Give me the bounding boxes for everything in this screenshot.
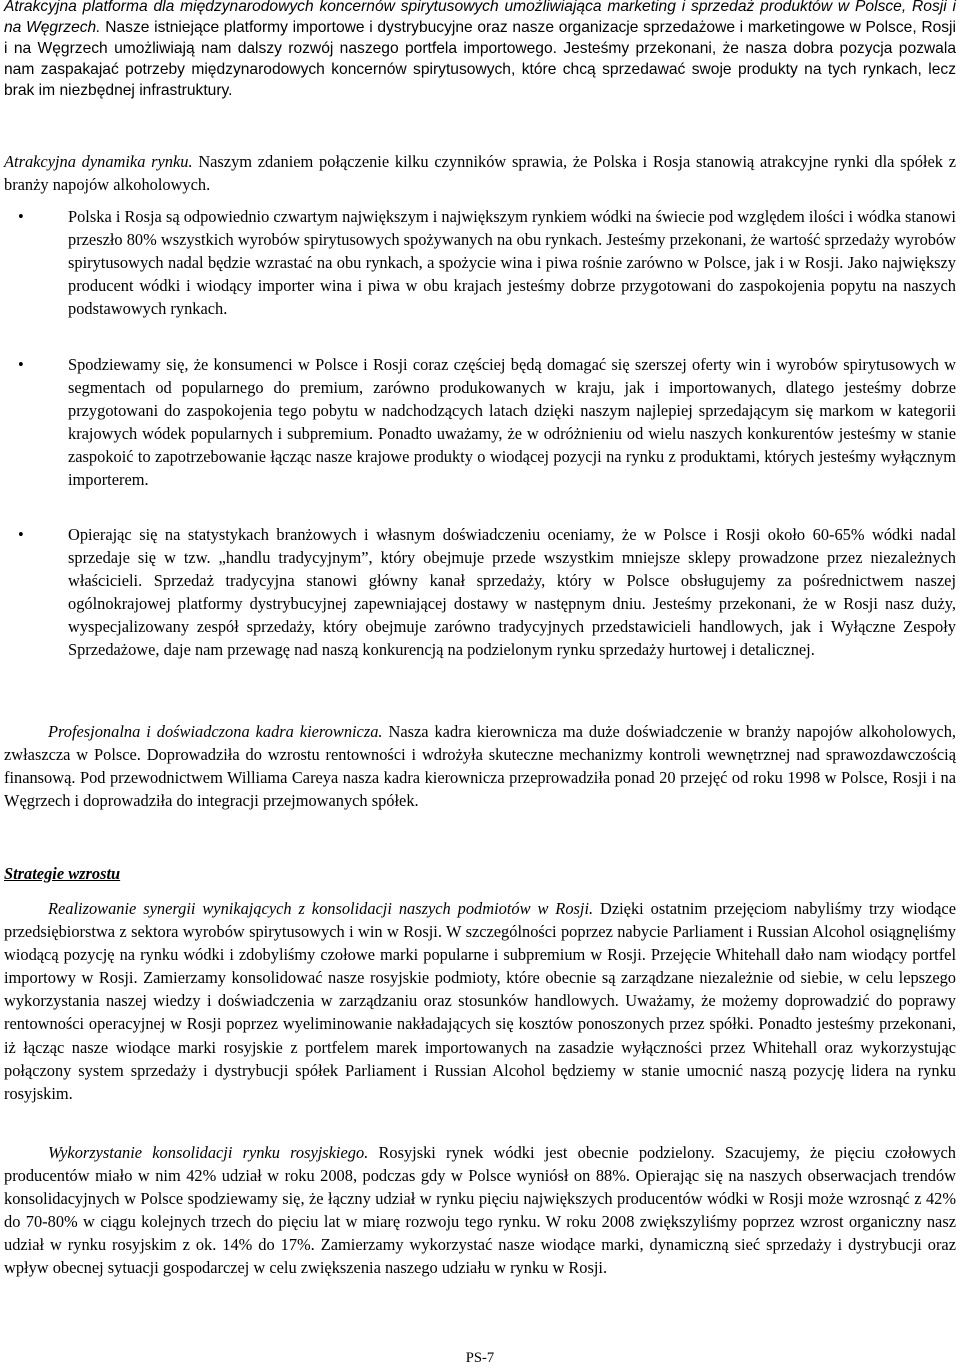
bullet-item — [4, 353, 956, 492]
bullet-item — [4, 205, 956, 320]
intro-lead: Atrakcyjna platforma dla międzynarodowych koncernów spirytusowych umożliwiająca marketing i sprzedaż produktów w Polsce, Rosji i na Węgrzech. — [4, 0, 956, 36]
consolidation-body: Rosyjski rynek wódki jest obecnie podzielony. Szacujemy, że pięciu czołowych producentów miało w nim 42% udział w roku 2008, podczas gdy w Polsce wyniósł on 88%. Opierając się na naszych obserwacjach trendów konsolidacyjnych w Polsce spodziewamy się, że łączny udział w rynku pięciu największych producentów wódki w Rosji może wzrosnąć z 42% do 70-80% w ciągu kolejnych trzech do pięciu lat w miarę rozwoju tego rynku. W roku 2008 zwiększyliśmy poprzez wzrost organiczny nasz udział w rynku rosyjskim z ok. 14% do 17%. Zamierzamy wykorzystać nasze wiodące marki, dynamiczną sieć sprzedaży i dystrybucji oraz wpływ obecnej sytuacji gospodarczej w celu zwiększenia naszego udziału w rynku w Rosji. — [4, 1143, 957, 1278]
page-number: PS-7 — [465, 1350, 495, 1366]
bullet-marker: • — [18, 525, 24, 544]
section-heading: Strategie wzrostu — [4, 864, 121, 883]
bullet-text: Polska i Rosja są odpowiednio czwartym największym i największym rynkiem wódki na świecie pod względem ilości i wódka stanowi przeszło 80% wszystkich wyrobów spirytusowych spożywanych na obu rynkach. Jesteśmy przekonani, że wartość sprzedaży wyrobów spirytusowych nadal będzie wzrastać na obu rynkach, a spożycie wina i piwa rośnie zarówno w Polsce, jak i w Rosji. Jako największy producent wódki i wiodący importer wina i piwa w obu krajach jesteśmy dobrze przygotowani do zaspokojenia popytu na naszych podstawowych rynkach. — [68, 207, 956, 319]
bullet-marker: • — [18, 355, 24, 374]
intro-paragraph — [4, 0, 956, 101]
market-dynamics-body: Naszym zdaniem połączenie kilku czynników sprawia, że Polska i Rosja stanowią atrakcyjne rynki dla spółek z branży napojów alkoholowych. — [4, 152, 956, 195]
intro-body: Nasze istniejące platformy importowe i dystrybucyjne oraz nasze organizacje sprzedażowe i marketingowe w Polsce, Rosji i na Węgrzech umożliwiają nam dalszy rozwój naszego portfela importowego. Jesteśmy przekonani, że nasza dobra pozycja pozwala nam zaspakajać potrzeby międzynarodowych koncernów spirytusowych, które chcą sprzedawać swoje produkty na tych rynkach, lecz brak im niezbędnej infrastruktury. — [4, 19, 956, 99]
bullet-text: Opierając się na statystykach branżowych i własnym doświadczeniu oceniamy, że w Polsce i Rosji około 60-65% wódki nadal sprzedaje się w tzw. „handlu tradycyjnym”, który obejmuje przede wszystkim mniejsze sklepy prowadzone przez niezależnych właścicieli. Sprzedaż tradycyjna stanowi główny kanał sprzedaży, który w Polsce obsługujemy za pośrednictwem naszej ogólnokrajowej platformy dystrybucyjnej zapewniającej dostawy w następnym dniu. Jesteśmy przekonani, że w Rosji nasz duży, wyspecjalizowany zespół sprzedaży, który obejmuje zarówno tradycyjnych przedstawicieli handlowych, jak i Wyłączne Zespoły Sprzedażowe, daje nam przewagę nad naszą konkurencją na podzielonym rynku sprzedaży hurtowej i detalicznej. — [68, 525, 956, 660]
market-dynamics-lead: Atrakcyjna dynamika rynku. — [4, 152, 193, 171]
consolidation-paragraph — [4, 1141, 956, 1280]
management-lead: Profesjonalna i doświadczona kadra kierownicza. — [48, 722, 383, 741]
bullet-text: Spodziewamy się, że konsumenci w Polsce i Rosji coraz częściej będą domagać się szerszej oferty win i wyrobów spirytusowych w segmentach od popularnego do premium, zarówno produkowanych w kraju, jak i importowanych, dlatego jesteśmy dobrze przygotowani do zaspokojenia tego pobytu w nadchodzących latach dzięki naszym najlepiej sprzedającym się markom w kategorii krajowych wódek popularnych i subpremium. Ponadto uważamy, że w odróżnieniu od wielu naszych konkurentów jesteśmy w stanie zaspokoić to zapotrzebowanie łącząc nasze krajowe produkty o wiodącej pozycji na rynku z produktami, których jesteśmy wyłącznym importerem. — [68, 355, 956, 490]
synergy-body: Dzięki ostatnim przejęciom nabyliśmy trzy wiodące przedsiębiorstwa z sektora wyrobów spirytusowych i win w Rosji. W szczególności poprzez nabycie Parliament i Russian Alcohol osiągnęliśmy wiodącą pozycję na rynku wódki i zdobyliśmy czołowe marki popularne i subpremium w Rosji. Przejęcie Whitehall dało nam wiodący portfel importowy w Rosji. Zamierzamy konsolidować nasze rosyjskie podmioty, które obecnie są zarządzane niezależnie od siebie, w celu lepszego wykorzystania naszej wiedzy i doświadczenia w zarządzaniu oraz stosunków handlowych. Uważamy, że możemy doprowadzić do poprawy rentowności operacyjnej w Rosji poprzez wyeliminowanie nakładających się kosztów ponoszonych przez spółki. Ponadto jesteśmy przekonani, iż łącząc nasze wiodące marki rosyjskie z portfelem marek importowanych na zasadzie wyłączności przez Whitehall oraz wykorzystując połączony system sprzedaży i dystrybucji spółek Parliament i Russian Alcohol będziemy w stanie umocnić naszą pozycję lidera na rynku rosyjskim. — [4, 899, 956, 1103]
management-body: Nasza kadra kierownicza ma duże doświadczenie w branży napojów alkoholowych, zwłaszcza w Polsce. Doprowadziła do wzrostu rentowności i wdrożyła skuteczne mechanizmy kontroli wewnętrznej nad sprawozdawczością finansową. Pod przewodnictwem Williama Careya nasza kadra kierownicza przeprowadziła ponad 20 przejęć od roku 1998 w Polsce, Rosji i na Węgrzech i doprowadziła do integracji przejmowanych spółek. — [4, 722, 956, 811]
synergy-lead: Realizowanie synergii wynikających z konsolidacji naszych podmiotów w Rosji. — [48, 899, 594, 918]
consolidation-lead: Wykorzystanie konsolidacji rynku rosyjskiego. — [48, 1143, 369, 1162]
bullet-item — [4, 523, 956, 662]
market-dynamics-paragraph — [4, 150, 956, 196]
bullet-marker: • — [18, 207, 24, 226]
synergy-paragraph — [4, 897, 956, 1105]
management-paragraph — [4, 720, 956, 812]
